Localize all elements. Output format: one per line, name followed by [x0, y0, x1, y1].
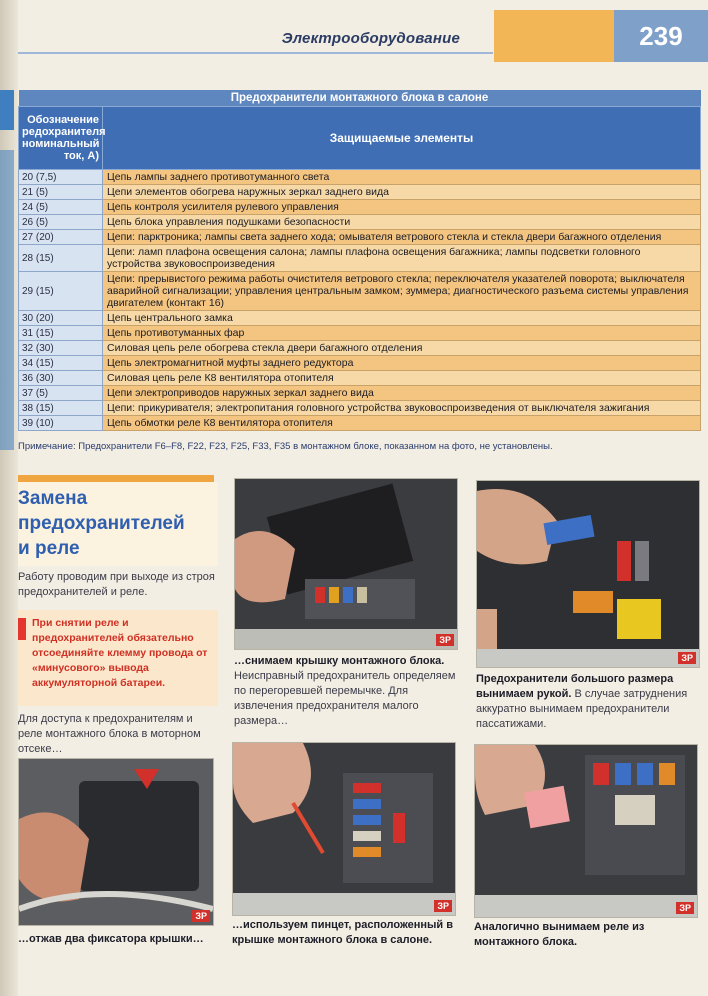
fuse-column-header: Обозначение редохранителя номинальный ток, А): [19, 107, 103, 170]
header-accent-block: [494, 10, 614, 62]
table-row: [19, 326, 701, 341]
fuse-rating-cell: 39 (10): [19, 416, 103, 431]
protected-elements-cell: Цепь противотуманных фар: [103, 326, 701, 341]
protected-elements-cell: Цепи: ламп плафона освещения салона; лампы плафона освещения багажника; лампы подсветки головного устройства звуковоспроизведения: [103, 245, 701, 272]
protected-elements-cell: Цепи: прикуривателя; электропитания головного устройства звуковоспроизведения от выключателя зажигания: [103, 401, 701, 416]
photo-large-fuse: [476, 480, 700, 668]
photo-badge: ЗР: [676, 902, 694, 914]
warning-box: [18, 610, 218, 706]
caption-photo-3: Предохранители большого размера вынимаем рукой. В случае затруднения аккуратно вынимаем предохранители пассатижами.: [476, 673, 688, 730]
photo-engine-cover: [18, 758, 214, 926]
table-caption: Предохранители монтажного блока в салоне: [19, 90, 701, 107]
table-row: [19, 230, 701, 245]
caption-photo-2: …снимаем крышку монтажного блока. Неисправный предохранитель определяем по перегоревшей перемычке. Для извлечения предохранителя малого размера…: [234, 655, 456, 727]
table-row: [19, 215, 701, 230]
fuse-rating-cell: 28 (15): [19, 245, 103, 272]
protected-elements-cell: Цепи элементов обогрева наружных зеркал заднего вида: [103, 185, 701, 200]
elements-column-header: Защищаемые элементы: [103, 107, 701, 170]
table-row: [19, 341, 701, 356]
photo-relay: [474, 744, 698, 918]
section-heading: Замена предохранителей и реле: [18, 482, 218, 566]
fuse-rating-cell: 36 (30): [19, 371, 103, 386]
fuse-rating-cell: 38 (15): [19, 401, 103, 416]
protected-elements-cell: Цепь блока управления подушками безопасности: [103, 215, 701, 230]
fuse-rating-cell: 32 (30): [19, 341, 103, 356]
caption-photo-1: …отжав два фиксатора крышки…: [18, 933, 204, 945]
protected-elements-cell: Цепи электроприводов наружных зеркал заднего вида: [103, 386, 701, 401]
caption-photo-4: …используем пинцет, расположенный в крышке монтажного блока в салоне.: [232, 919, 454, 946]
adjacent-page-edge: [0, 0, 18, 996]
intro-text: Работу проводим при выходе из строя предохранителей и реле.: [18, 571, 215, 598]
protected-elements-cell: Цепи: прерывистого режима работы очистителя ветрового стекла; переключателя указателей поворота; выключателя аварийной сигнализации; управления центральным замком; зуммера; диагностического разъема системы управления двигателем (контакт 16): [103, 272, 701, 311]
protected-elements-cell: Цепь лампы заднего противотуманного света: [103, 170, 701, 185]
fuse-rating-cell: 31 (15): [19, 326, 103, 341]
photo-engine-cover-illustration: [19, 759, 213, 925]
fuse-table: [18, 90, 701, 431]
table-row: [19, 371, 701, 386]
photo-badge: ЗР: [192, 910, 210, 922]
photo-badge: ЗР: [434, 900, 452, 912]
fuse-rating-cell: 29 (15): [19, 272, 103, 311]
protected-elements-cell: Цепь центрального замка: [103, 311, 701, 326]
photo-badge: ЗР: [436, 634, 454, 646]
warning-icon: [18, 618, 26, 640]
protected-elements-cell: Силовая цепь реле обогрева стекла двери багажного отделения: [103, 341, 701, 356]
fuse-rating-cell: 26 (5): [19, 215, 103, 230]
table-row: [19, 272, 701, 311]
fuse-rating-cell: 27 (20): [19, 230, 103, 245]
photo-tweezers-illustration: [233, 743, 455, 915]
protected-elements-cell: Цепь обмотки реле К8 вентилятора отопителя: [103, 416, 701, 431]
table-row: [19, 245, 701, 272]
fuse-rating-cell: 24 (5): [19, 200, 103, 215]
photo-relay-illustration: [475, 745, 697, 917]
access-text: Для доступа к предохранителям и реле монтажного блока в моторном отсеке…: [18, 713, 201, 755]
protected-elements-cell: Цепи: парктроника; лампы света заднего хода; омывателя ветрового стекла и стекла двери багажного отделения: [103, 230, 701, 245]
fuse-rating-cell: 37 (5): [19, 386, 103, 401]
photo-tweezers: [232, 742, 456, 916]
photo-large-fuse-illustration: [477, 481, 699, 667]
fuse-rating-cell: 34 (15): [19, 356, 103, 371]
table-row: [19, 386, 701, 401]
protected-elements-cell: Силовая цепь реле К8 вентилятора отопителя: [103, 371, 701, 386]
heading-accent-bar: [18, 475, 214, 482]
table-row: [19, 311, 701, 326]
protected-elements-cell: Цепь электромагнитной муфты заднего редуктора: [103, 356, 701, 371]
fuse-rating-cell: 21 (5): [19, 185, 103, 200]
table-row: [19, 200, 701, 215]
page-number: 239: [614, 10, 708, 62]
fuse-rating-cell: 20 (7,5): [19, 170, 103, 185]
table-row: [19, 416, 701, 431]
table-row: [19, 185, 701, 200]
section-title: Электрооборудование: [281, 30, 460, 47]
photo-remove-cover-illustration: [235, 479, 457, 649]
photo-badge: ЗР: [678, 652, 696, 664]
table-row: [19, 356, 701, 371]
caption-photo-5: Аналогично вынимаем реле из монтажного блока.: [474, 921, 645, 948]
table-row: [19, 401, 701, 416]
photo-remove-cover: [234, 478, 458, 650]
protected-elements-cell: Цепь контроля усилителя рулевого управления: [103, 200, 701, 215]
table-row: [19, 170, 701, 185]
warning-text: При снятии реле и предохранителей обязательно отсоединяйте клемму провода от «минусового» вывода аккумуляторной батареи.: [32, 617, 208, 689]
fuse-rating-cell: 30 (20): [19, 311, 103, 326]
table-note: Примечание: Предохранители F6–F8, F22, F23, F25, F33, F35 в монтажном блоке, показанном на фото, не установлены.: [18, 441, 553, 452]
